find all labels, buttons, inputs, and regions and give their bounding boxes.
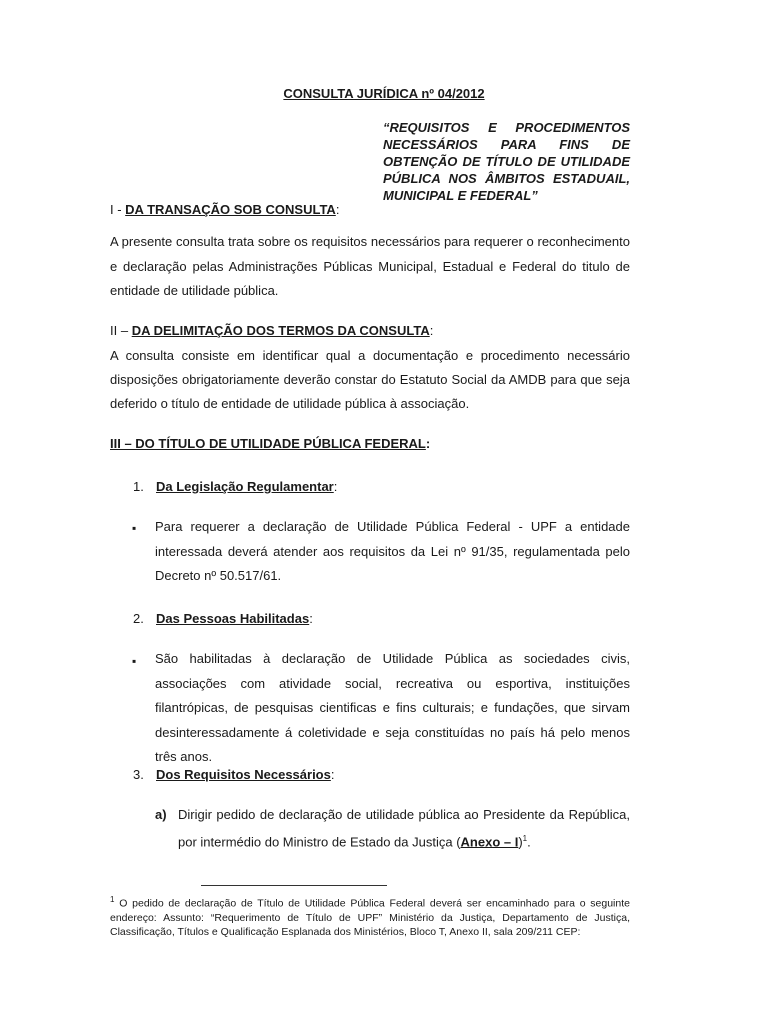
- item-1-heading: [133, 479, 337, 494]
- section-1-suffix: :: [335, 202, 340, 217]
- item-3a-body: Dirigir pedido de declaração de utilidade pública ao Presidente da República, por intermédio do Ministro de Estado da Justiça (: [178, 807, 630, 850]
- item-2-heading: [133, 611, 313, 626]
- bullet-icon: ▪: [132, 654, 137, 668]
- section-2-paragraph: A consulta consiste em identificar qual a documentação e procedimento necessário disposições obrigatoriamente deverão constar do Estatuto Social da AMDB para que seja deferido o título de entidade de utilidade pública à associação.: [110, 348, 630, 411]
- section-3-suffix: :: [425, 436, 431, 451]
- section-1-prefix: I -: [110, 202, 126, 217]
- footnote-reference: 1: [522, 834, 528, 843]
- document-title: CONSULTA JURÍDICA nº 04/2012: [283, 86, 485, 101]
- item-3a-end: .: [527, 834, 531, 850]
- footnote: [110, 893, 630, 939]
- item-3-heading: [133, 767, 334, 782]
- bullet-icon: ▪: [132, 521, 137, 535]
- item-3a-text: [178, 803, 630, 854]
- item-2-title: Das Pessoas Habilitadas: [156, 611, 310, 626]
- document-subject: “REQUISITOS E PROCEDIMENTOS NECESSÁRIOS PARA FINS DE OBTENÇÃO DE TÍTULO DE UTILIDADE PÚBLICA NOS ÂMBITOS ESTADUAIL, MUNICIPAL E FEDERAL”: [383, 120, 630, 203]
- item-1-number: 1.: [133, 479, 144, 494]
- section-2-suffix: :: [429, 323, 434, 338]
- section-1-title: DA TRANSAÇÃO SOB CONSULTA: [125, 202, 336, 217]
- section-3-heading: [110, 436, 430, 451]
- footnote-mark: 1: [110, 895, 115, 904]
- section-3-title: III – DO TÍTULO DE UTILIDADE PÚBLICA FEDERAL: [110, 436, 426, 451]
- section-2-heading: [110, 323, 433, 338]
- item-2-number: 2.: [133, 611, 144, 626]
- section-1-paragraph: A presente consulta trata sobre os requisitos necessários para requerer o reconhecimento e declaração pelas Administrações Públicas Municipal, Estadual e Federal do titulo de entidade de utilidade pública.: [110, 234, 630, 298]
- annex-link: Anexo – I: [460, 834, 519, 850]
- item-3-number: 3.: [133, 767, 144, 782]
- item-2-bullet-text: São habilitadas à declaração de Utilidade Pública as sociedades civis, associações com atividade social, recreativa ou esportiva, instituições filantrópicas, de pesquisas cientificas e fins culturais; e fundações, que sirvam desinteressadamente á coletividade e seja constituídas no país há pelo menos três anos.: [155, 651, 630, 764]
- item-1-bullet-text: Para requerer a declaração de Utilidade Pública Federal - UPF a entidade interessada deverá atender aos requisitos da Lei nº 91/35, regulamentada pelo Decreto nº 50.517/61.: [155, 519, 630, 583]
- section-2-prefix: II –: [110, 323, 132, 338]
- item-2-suffix: :: [309, 611, 313, 626]
- footnote-text: O pedido de declaração de Título de Utilidade Pública Federal deverá ser encaminhado para o seguinte endereço: Assunto: “Requerimento de Título de UPF” Ministério da Justiça, Departamento de Justiça, Classificação, Títulos e Qualificação Esplanada dos Ministérios, Bloco T, Anexo II, sala 209/211 CEP:: [110, 897, 630, 938]
- item-3a-letter: a): [155, 807, 167, 822]
- item-1-suffix: :: [333, 479, 338, 494]
- item-1-title: Da Legislação Regulamentar: [156, 479, 334, 494]
- item-3-suffix: :: [330, 767, 335, 782]
- section-1-heading: [110, 202, 339, 217]
- item-3a-close: ): [518, 834, 523, 850]
- item-3-title: Dos Requisitos Necessários: [156, 767, 331, 782]
- section-2-title: DA DELIMITAÇÃO DOS TERMOS DA CONSULTA: [131, 323, 430, 338]
- footnote-divider: [201, 885, 387, 886]
